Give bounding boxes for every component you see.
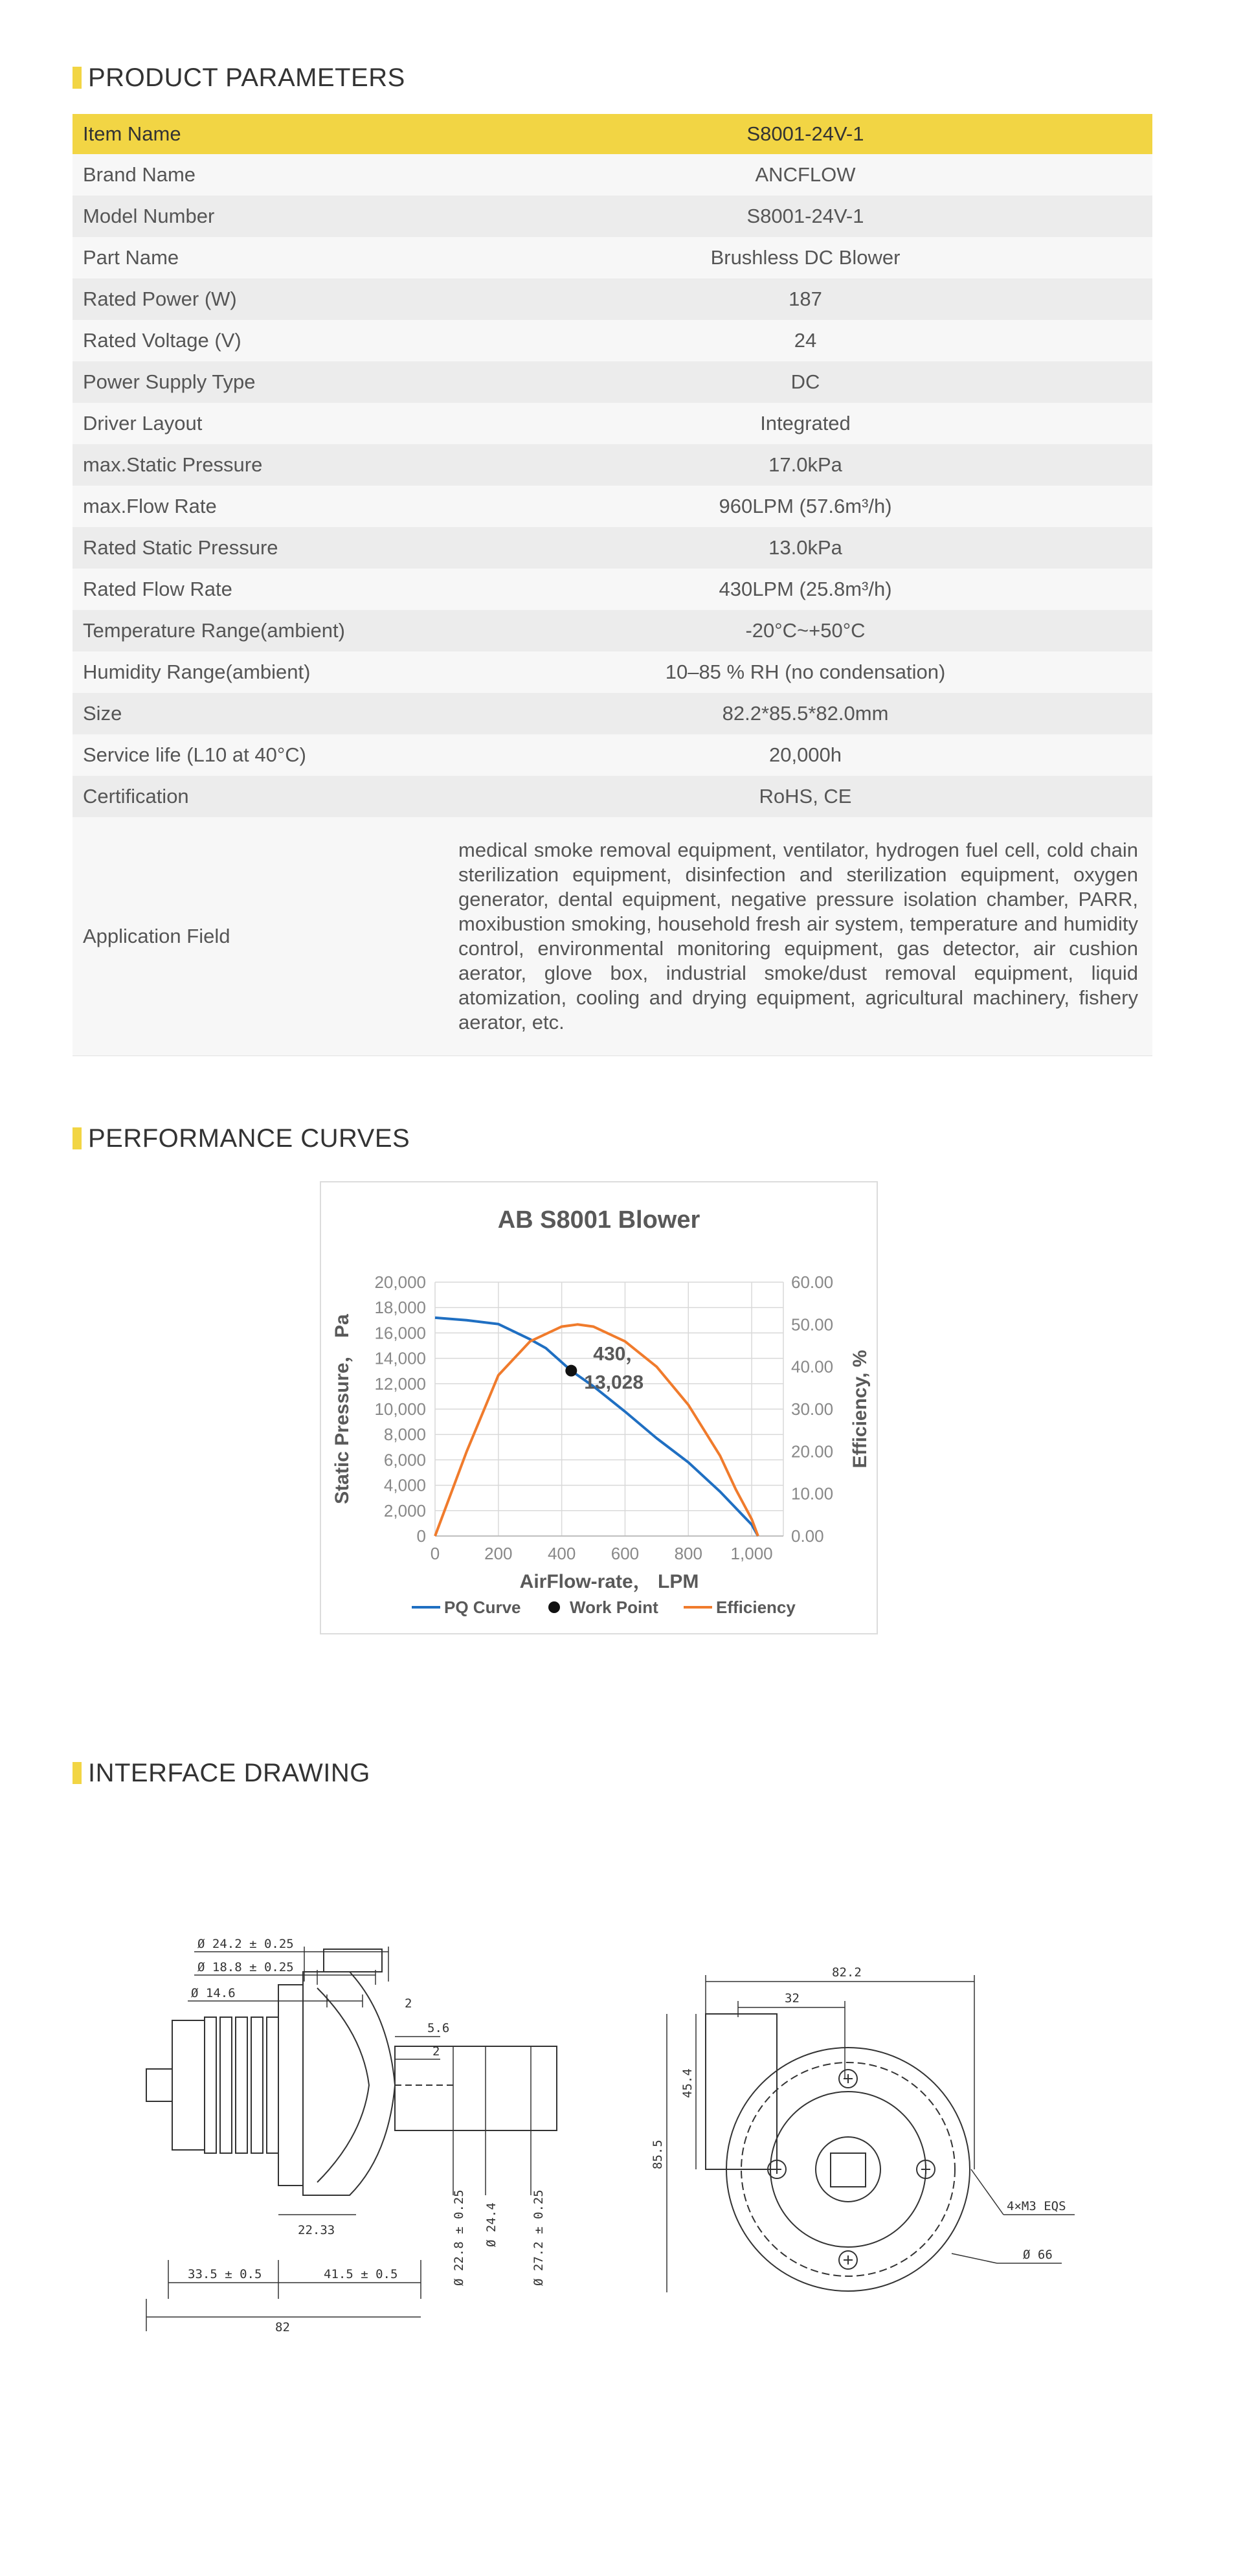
motor-fins	[205, 2017, 278, 2153]
chart-title: AB S8001 Blower	[497, 1206, 700, 1234]
param-value: ANCFLOW	[458, 154, 1152, 196]
side-view	[146, 1937, 557, 2334]
param-label: Model Number	[73, 196, 458, 237]
front-dimensions	[667, 1975, 1075, 2292]
dim-label: 85.5	[651, 2140, 665, 2169]
table-header-row	[73, 114, 1152, 154]
dim-label: 45.4	[680, 2068, 695, 2098]
work-point-label-y: 13,028	[584, 1372, 644, 1394]
table-row	[73, 361, 1152, 403]
param-value: 187	[458, 278, 1152, 320]
param-label: Size	[73, 693, 458, 734]
title-accent-bar	[73, 1762, 82, 1784]
front-view	[651, 1965, 1075, 2292]
y2-tick-label: 30.00	[791, 1399, 834, 1419]
drawing-section-title	[73, 1760, 370, 1786]
param-value: 20,000h	[458, 734, 1152, 776]
y-tick-label: 14,000	[374, 1348, 426, 1368]
connector-stub	[146, 2069, 172, 2101]
dim-label: 2	[405, 1996, 412, 2011]
title-accent-bar	[73, 1127, 82, 1149]
motor-face	[770, 2092, 926, 2247]
param-value: 13.0kPa	[458, 527, 1152, 569]
table-row	[73, 651, 1152, 693]
center-hub	[816, 2137, 880, 2202]
volute-housing	[303, 1972, 395, 2195]
param-value: -20°C~+50°C	[458, 610, 1152, 651]
dim-label: 33.5 ± 0.5	[188, 2267, 262, 2281]
y2-tick-label: 20.00	[791, 1441, 834, 1462]
motor-cap	[172, 2020, 205, 2150]
y2-axis-label: Efficiency, %	[849, 1350, 871, 1469]
performance-chart	[320, 1181, 878, 1634]
x-tick-label: 400	[547, 1544, 576, 1563]
interface-drawing	[0, 1910, 1243, 2493]
legend-pq-label: PQ Curve	[444, 1598, 521, 1617]
param-value: 960LPM (57.6m³/h)	[458, 486, 1152, 527]
y-tick-label: 4,000	[383, 1475, 426, 1495]
param-value: 82.2*85.5*82.0mm	[458, 693, 1152, 734]
y2-tick-label: 10.00	[791, 1484, 834, 1504]
table-row	[73, 486, 1152, 527]
application-row	[73, 817, 1152, 1056]
dim-label: Ø 66	[1023, 2248, 1053, 2262]
header-value: S8001-24V-1	[458, 114, 1152, 154]
param-label: Temperature Range(ambient)	[73, 610, 458, 651]
param-label: max.Flow Rate	[73, 486, 458, 527]
dim-label: Ø 22.8 ± 0.25	[452, 2189, 466, 2286]
params-table	[73, 114, 1152, 1056]
dim-label: 41.5 ± 0.5	[324, 2267, 398, 2281]
dim-label: Ø 14.6	[191, 1986, 236, 2000]
dim-label: 82.2	[832, 1965, 862, 1980]
application-label: Application Field	[73, 817, 458, 1056]
outlet-top	[324, 1949, 382, 1972]
param-label: Rated Flow Rate	[73, 569, 458, 610]
dim-label: Ø 18.8 ± 0.25	[197, 1960, 294, 1974]
dim-label: Ø 24.4	[484, 2202, 498, 2247]
y-tick-label: 0	[416, 1526, 426, 1546]
connector-block	[831, 2153, 866, 2187]
table-row	[73, 693, 1152, 734]
param-label: Rated Static Pressure	[73, 527, 458, 569]
table-row	[73, 444, 1152, 486]
param-label: Brand Name	[73, 154, 458, 196]
dim-label: 2	[432, 2044, 440, 2059]
param-label: Rated Power (W)	[73, 278, 458, 320]
param-value: S8001-24V-1	[458, 196, 1152, 237]
y-tick-label: 8,000	[383, 1425, 426, 1445]
y-tick-label: 10,000	[374, 1399, 426, 1419]
table-row	[73, 776, 1152, 817]
param-label: Certification	[73, 776, 458, 817]
param-value: DC	[458, 361, 1152, 403]
table-row	[73, 320, 1152, 361]
dim-label: Ø 24.2 ± 0.25	[197, 1937, 294, 1951]
front-dim-labels	[651, 1965, 1066, 2262]
dim-label: 32	[785, 1991, 800, 2005]
param-label: max.Static Pressure	[73, 444, 458, 486]
table-row	[73, 196, 1152, 237]
drawing-title: INTERFACE DRAWING	[88, 1758, 370, 1787]
y-tick-label: 16,000	[374, 1323, 426, 1343]
y2-tick-label: 50.00	[791, 1315, 834, 1335]
y-axis-label: Static Pressure， Pa	[331, 1314, 353, 1504]
table-row	[73, 610, 1152, 651]
x-axis-label: AirFlow-rate， LPM	[519, 1571, 699, 1592]
y2-tick-label: 0.00	[791, 1526, 824, 1546]
dim-label: 82	[275, 2320, 290, 2334]
application-value: medical smoke removal equipment, ventilator, hydrogen fuel cell, cold chain sterilization equipment, disinfection and sterilization equipment, oxygen generator, dental equipment, negative pressure isolation chamber, PARR, moxibustion smoking, household fresh air system, temperature and humidity control, environmental monitoring equipment, gas detector, air cushion aerator, glove box, industrial smoke/dust removal equipment, liquid atomization, cooling and drying equipment, agricultural machinery, fishery aerator, etc.	[458, 817, 1152, 1056]
param-label: Rated Voltage (V)	[73, 320, 458, 361]
table-row	[73, 403, 1152, 444]
curves-title: PERFORMANCE CURVES	[88, 1124, 410, 1153]
table-row	[73, 734, 1152, 776]
legend-work-point-label: Work Point	[570, 1598, 658, 1617]
param-value: 10–85 % RH (no condensation)	[458, 651, 1152, 693]
outlet-housing	[706, 2014, 777, 2169]
param-label: Power Supply Type	[73, 361, 458, 403]
dim-label: Ø 27.2 ± 0.25	[532, 2189, 546, 2286]
y-tick-label: 20,000	[374, 1272, 426, 1292]
x-tick-label: 0	[430, 1544, 440, 1563]
side-dim-labels	[188, 1937, 546, 2334]
dim-label: 5.6	[427, 2021, 450, 2035]
param-value: Integrated	[458, 403, 1152, 444]
volute-inner	[317, 1988, 369, 2182]
x-tick-label: 600	[610, 1544, 640, 1563]
work-point-marker	[565, 1365, 577, 1377]
curves-section-title	[73, 1125, 410, 1151]
flange	[278, 1985, 303, 2186]
param-value: 17.0kPa	[458, 444, 1152, 486]
x-tick-label: 1,000	[730, 1544, 773, 1563]
y-tick-label: 12,000	[374, 1373, 426, 1394]
table-row	[73, 527, 1152, 569]
param-label: Driver Layout	[73, 403, 458, 444]
param-value: Brushless DC Blower	[458, 237, 1152, 278]
param-label: Service life (L10 at 40°C)	[73, 734, 458, 776]
title-accent-bar	[73, 67, 82, 89]
work-point-label-x: 430，	[593, 1343, 645, 1365]
x-tick-label: 800	[674, 1544, 702, 1563]
x-tick-label: 200	[484, 1544, 513, 1563]
param-label: Part Name	[73, 237, 458, 278]
dim-label: 22.33	[298, 2223, 335, 2237]
chart-svg	[321, 1182, 877, 1633]
params-title: PRODUCT PARAMETERS	[88, 63, 405, 92]
y2-tick-label: 60.00	[791, 1272, 834, 1292]
table-row	[73, 278, 1152, 320]
legend-efficiency-label: Efficiency	[716, 1598, 796, 1617]
param-value: RoHS, CE	[458, 776, 1152, 817]
y-tick-label: 6,000	[383, 1450, 426, 1470]
y2-tick-label: 40.00	[791, 1357, 834, 1377]
screw-icons	[768, 2070, 935, 2269]
params-section-title	[73, 65, 405, 91]
param-label: Humidity Range(ambient)	[73, 651, 458, 693]
y-tick-label: 18,000	[374, 1298, 426, 1318]
y-tick-label: 2,000	[383, 1500, 426, 1520]
dim-label: 4×M3 EQS	[1007, 2199, 1066, 2213]
legend-work-point-swatch	[548, 1601, 560, 1613]
table-row	[73, 154, 1152, 196]
header-label: Item Name	[73, 114, 458, 154]
table-row	[73, 237, 1152, 278]
param-value: 430LPM (25.8m³/h)	[458, 569, 1152, 610]
table-row	[73, 569, 1152, 610]
param-value: 24	[458, 320, 1152, 361]
